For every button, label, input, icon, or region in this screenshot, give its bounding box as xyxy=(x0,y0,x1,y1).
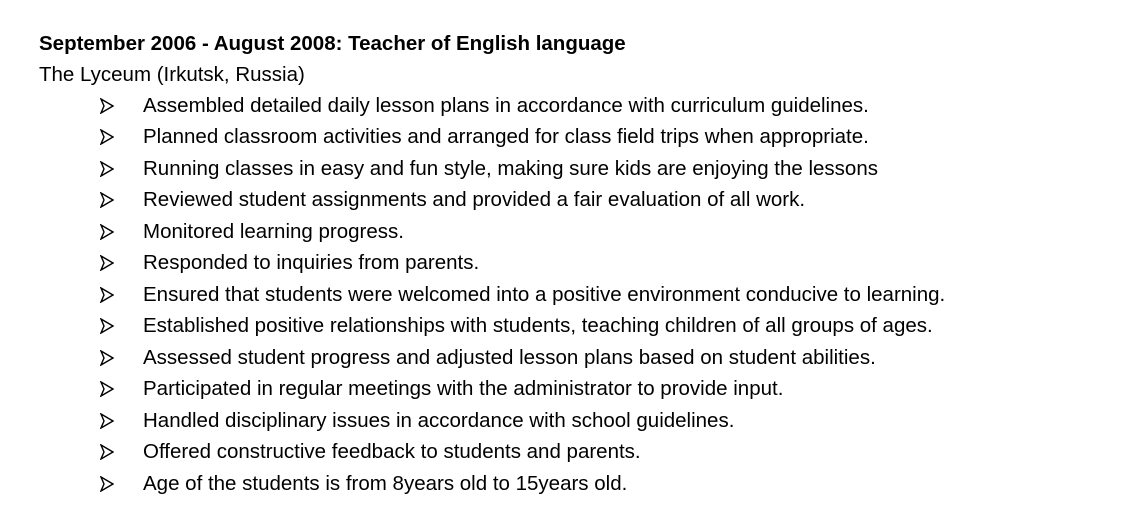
arrowhead-bullet-icon xyxy=(39,476,143,492)
job-title: September 2006 - August 2008: Teacher of English language xyxy=(39,32,626,55)
duty-text: Responded to inquiries from parents. xyxy=(143,251,480,275)
list-item xyxy=(39,153,1132,185)
duty-text: Reviewed student assignments and provided a fair evaluation of all work. xyxy=(143,188,806,212)
list-item xyxy=(39,437,1132,469)
arrowhead-bullet-icon xyxy=(39,381,143,397)
list-item xyxy=(39,122,1132,154)
list-item xyxy=(39,311,1132,343)
duty-text: Monitored learning progress. xyxy=(143,219,404,243)
duty-text: Offered constructive feedback to students and parents. xyxy=(143,440,641,464)
arrowhead-bullet-icon xyxy=(39,98,143,114)
arrowhead-bullet-icon xyxy=(39,129,143,145)
arrowhead-bullet-icon xyxy=(39,413,143,429)
list-item xyxy=(39,185,1132,217)
duty-text: Ensured that students were welcomed into a positive environment conducive to learning. xyxy=(143,282,946,306)
duty-text: Established positive relationships with students, teaching children of all groups of ages. xyxy=(143,314,933,338)
arrowhead-bullet-icon xyxy=(39,350,143,366)
list-item xyxy=(39,374,1132,406)
duty-text: Running classes in easy and fun style, making sure kids are enjoying the lessons xyxy=(143,156,878,180)
duty-text: Age of the students is from 8years old to 15years old. xyxy=(143,471,628,495)
arrowhead-bullet-icon xyxy=(39,318,143,334)
duty-text: Assessed student progress and adjusted lesson plans based on student abilities. xyxy=(143,345,876,369)
list-item xyxy=(39,405,1132,437)
duty-text: Assembled detailed daily lesson plans in accordance with curriculum guidelines. xyxy=(143,93,869,117)
list-item xyxy=(39,468,1132,500)
list-item xyxy=(39,248,1132,280)
list-item xyxy=(39,342,1132,374)
duty-text: Planned classroom activities and arranged for class field trips when appropriate. xyxy=(143,125,869,149)
duty-text: Handled disciplinary issues in accordance with school guidelines. xyxy=(143,408,735,432)
arrowhead-bullet-icon xyxy=(39,192,143,208)
list-item xyxy=(39,90,1132,122)
employer-line: The Lyceum (Irkutsk, Russia) xyxy=(39,63,305,86)
duty-text: Participated in regular meetings with the administrator to provide input. xyxy=(143,377,784,401)
arrowhead-bullet-icon xyxy=(39,287,143,303)
arrowhead-bullet-icon xyxy=(39,444,143,460)
arrowhead-bullet-icon xyxy=(39,224,143,240)
arrowhead-bullet-icon xyxy=(39,255,143,271)
list-item xyxy=(39,279,1132,311)
duties-list xyxy=(39,90,1132,500)
list-item xyxy=(39,216,1132,248)
arrowhead-bullet-icon xyxy=(39,161,143,177)
